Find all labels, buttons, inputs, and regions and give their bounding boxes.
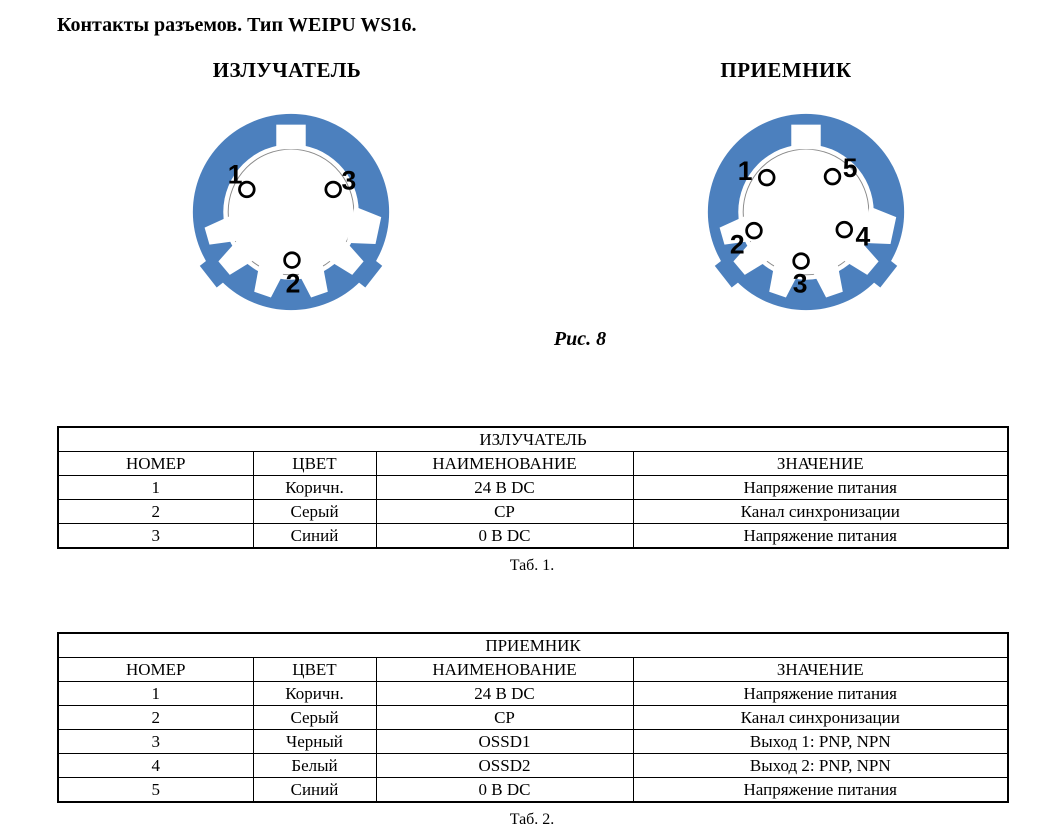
- table-cell: Напряжение питания: [633, 778, 1008, 803]
- receiver-connector-figure: [700, 106, 912, 323]
- table-row: [58, 524, 1008, 549]
- pin-circle: [794, 254, 809, 269]
- table-cell: OSSD1: [376, 730, 633, 754]
- table-cell: Серый: [253, 500, 376, 524]
- pin-label: 5: [842, 152, 858, 183]
- table-cell: Выход 2: PNP, NPN: [633, 754, 1008, 778]
- emitter-pinout-table: [57, 426, 1007, 549]
- table-title-row: [58, 427, 1008, 452]
- pinout-table: [57, 426, 1009, 549]
- table-row: [58, 754, 1008, 778]
- table-cell: OSSD2: [376, 754, 633, 778]
- table-cell: 3: [58, 730, 253, 754]
- table-cell: 4: [58, 754, 253, 778]
- table-header-row: [58, 452, 1008, 476]
- column-header: НОМЕР: [58, 658, 253, 682]
- receiver-heading: ПРИЕМНИК: [720, 58, 852, 82]
- table-cell: Напряжение питания: [633, 524, 1008, 549]
- pin-label: 1: [737, 155, 753, 186]
- table-cell: Синий: [253, 524, 376, 549]
- table-title: ПРИЕМНИК: [58, 633, 1008, 658]
- table1-caption: Таб. 1.: [509, 557, 555, 574]
- connector-key-notch: [791, 125, 820, 150]
- pinout-table: [57, 632, 1009, 803]
- pin-label: 3: [341, 165, 357, 196]
- table-cell: 3: [58, 524, 253, 549]
- connector-key-notch: [276, 125, 305, 150]
- table-cell: 5: [58, 778, 253, 803]
- table-cell: Напряжение питания: [633, 682, 1008, 706]
- emitter-connector-diagram: [185, 106, 397, 318]
- receiver-connector-diagram: [700, 106, 912, 318]
- pin-circle: [837, 222, 852, 237]
- table-cell: Канал синхронизации: [633, 500, 1008, 524]
- table-cell: Коричн.: [253, 682, 376, 706]
- emitter-heading: ИЗЛУЧАТЕЛЬ: [212, 58, 362, 82]
- table-cell: Напряжение питания: [633, 476, 1008, 500]
- table-cell: 24 В DC: [376, 682, 633, 706]
- table2-caption: Таб. 2.: [509, 811, 555, 828]
- table-cell: 24 В DC: [376, 476, 633, 500]
- pin-circle: [825, 169, 840, 184]
- table-cell: 2: [58, 706, 253, 730]
- table-title-row: [58, 633, 1008, 658]
- pin-label: 3: [792, 268, 808, 299]
- figure-caption: Рис. 8: [553, 328, 607, 350]
- column-header: НАИМЕНОВАНИЕ: [376, 658, 633, 682]
- pin-circle: [759, 170, 774, 185]
- column-header: ЗНАЧЕНИЕ: [633, 452, 1008, 476]
- table-row: [58, 706, 1008, 730]
- table-cell: Канал синхронизации: [633, 706, 1008, 730]
- column-header: ЦВЕТ: [253, 658, 376, 682]
- pin-label: 2: [729, 229, 745, 260]
- table-row: [58, 476, 1008, 500]
- pin-circle: [285, 253, 300, 268]
- table-row: [58, 500, 1008, 524]
- table-cell: Черный: [253, 730, 376, 754]
- table-row: [58, 682, 1008, 706]
- pin-label: 1: [227, 159, 243, 190]
- table-cell: Выход 1: PNP, NPN: [633, 730, 1008, 754]
- pin-label: 2: [285, 268, 301, 299]
- table-cell: Коричн.: [253, 476, 376, 500]
- table-cell: 2: [58, 500, 253, 524]
- table-cell: Синий: [253, 778, 376, 803]
- table-cell: 1: [58, 476, 253, 500]
- table-title: ИЗЛУЧАТЕЛЬ: [58, 427, 1008, 452]
- table-cell: 0 В DC: [376, 524, 633, 549]
- column-header: НАИМЕНОВАНИЕ: [376, 452, 633, 476]
- doc-title: Контакты разъемов. Тип WEIPU WS16.: [57, 14, 417, 36]
- pin-circle: [747, 223, 762, 238]
- receiver-pinout-table: [57, 632, 1007, 803]
- pin-label: 4: [855, 221, 871, 252]
- column-header: ЗНАЧЕНИЕ: [633, 658, 1008, 682]
- table-row: [58, 730, 1008, 754]
- table-cell: СР: [376, 500, 633, 524]
- emitter-connector-figure: [185, 106, 397, 323]
- column-header: НОМЕР: [58, 452, 253, 476]
- table-cell: Белый: [253, 754, 376, 778]
- column-header: ЦВЕТ: [253, 452, 376, 476]
- pin-circle: [326, 182, 341, 197]
- table-cell: 1: [58, 682, 253, 706]
- table-header-row: [58, 658, 1008, 682]
- table-row: [58, 778, 1008, 803]
- table-cell: Серый: [253, 706, 376, 730]
- table-cell: СР: [376, 706, 633, 730]
- table-cell: 0 В DC: [376, 778, 633, 803]
